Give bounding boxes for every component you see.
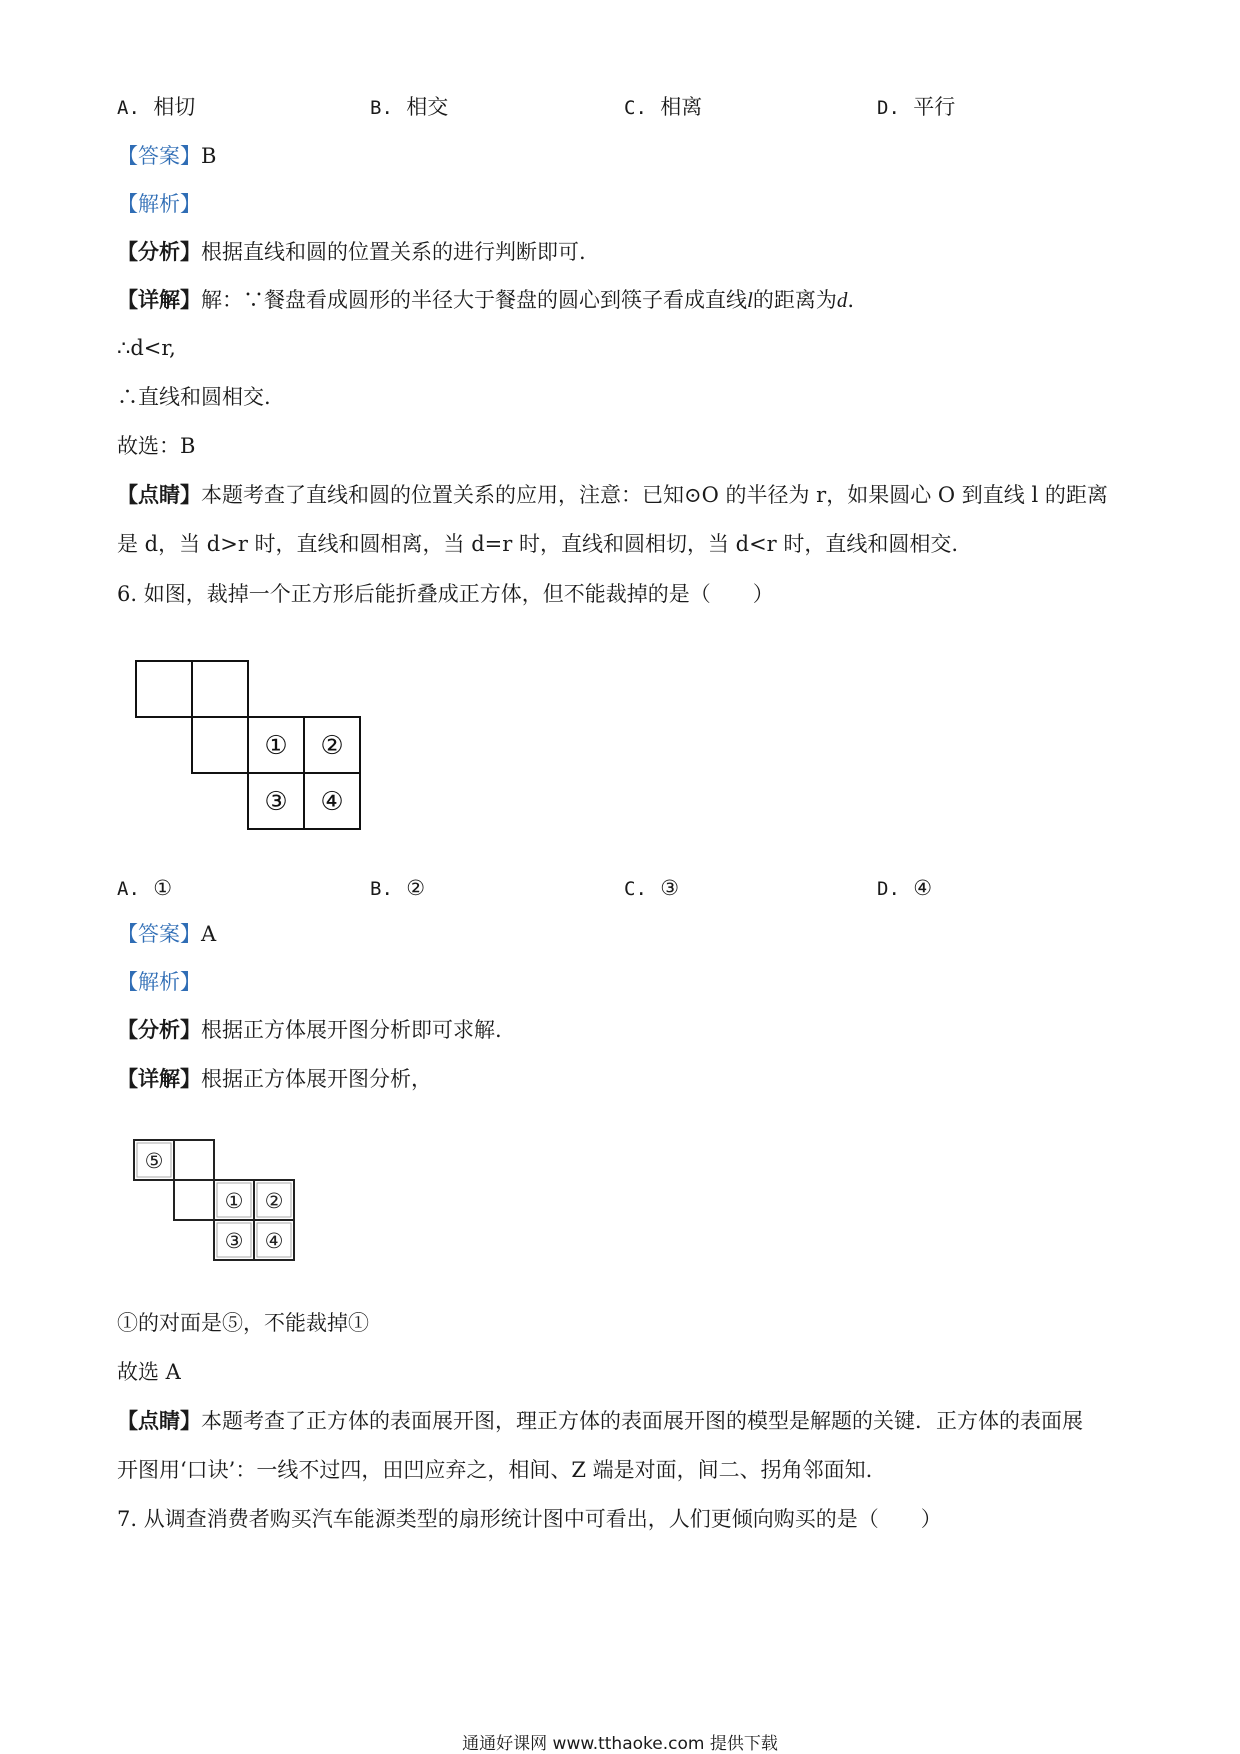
q6-cube-net-figure [135, 660, 365, 830]
figure2-label-4: ④ [264, 1229, 284, 1253]
q6-xiangjie: 【详解】根据正方体展开图分析， [117, 1066, 432, 1091]
figure2-label-1: ① [224, 1189, 244, 1213]
q5-step1: ∴d<r, [117, 336, 176, 360]
q6-analysis-tag: 【解析】 [117, 970, 201, 994]
q5-analysis-tag: 【解析】 [117, 192, 201, 216]
q6-fenxi: 【分析】根据正方体展开图分析即可求解. [117, 1017, 502, 1042]
page-footer: 通通好课网 www.tthaoke.com 提供下载 [462, 1734, 778, 1754]
q5-xiangjie: 【详解】解：∵餐盘看成圆形的半径大于餐盘的圆心到筷子看成直线l的距离为d. [117, 287, 855, 312]
q6-option-d: D. ④ [877, 876, 933, 900]
q5-option-c: C. 相离 [624, 95, 703, 119]
figure2-label-5: ⑤ [144, 1149, 164, 1173]
q6-dianjing-line1: 【点睛】本题考查了正方体的表面展开图，理正方体的表面展开图的模型是解题的关键．正方体的表面展 [117, 1408, 1083, 1433]
q6-option-c: C. ③ [624, 876, 680, 900]
q5-choose: 故选：B [117, 434, 196, 458]
answer-tag: 【答案】 [117, 922, 201, 946]
q7-stem: 7. 从调查消费者购买汽车能源类型的扇形统计图中可看出，人们更倾向购买的是（ ） [117, 1507, 942, 1531]
q6-stem: 6. 如图，裁掉一个正方形后能折叠成正方体，但不能裁掉的是（ ） [117, 582, 774, 606]
figure-label-1: ① [264, 731, 288, 761]
answer-tag: 【答案】 [117, 144, 201, 168]
q5-answer: 【答案】B [117, 144, 217, 168]
q6-solution-net-figure [132, 1138, 298, 1268]
q5-step2: ∴直线和圆相交. [117, 385, 271, 409]
q6-dianjing-line2: 开图用‘口诀’：一线不过四，田凹应弃之，相间、Z 端是对面，间二、拐角邻面知. [117, 1458, 873, 1482]
figure-label-4: ④ [320, 787, 344, 817]
q5-fenxi: 【分析】根据直线和圆的位置关系的进行判断即可. [117, 239, 586, 264]
figure2-label-2: ② [264, 1189, 284, 1213]
q5-option-b: B. 相交 [370, 95, 449, 119]
q5-option-d: D. 平行 [877, 95, 956, 119]
figure-label-2: ② [320, 731, 344, 761]
q5-dianjing-line2: 是 d，当 d>r 时，直线和圆相离，当 d=r 时，直线和圆相切，当 d<r 时，直线和圆相交. [117, 532, 959, 556]
q6-answer: 【答案】A [117, 922, 217, 946]
figure-label-3: ③ [264, 787, 288, 817]
q5-dianjing-line1: 【点睛】本题考查了直线和圆的位置关系的应用，注意：已知⊙O 的半径为 r，如果圆心 O 到直线 l 的距离 [117, 482, 1108, 507]
q6-option-b: B. ② [370, 876, 426, 900]
q6-result: ①的对面是⑤，不能裁掉① [117, 1311, 369, 1335]
q6-choose: 故选 A [117, 1360, 181, 1384]
q5-option-a: A. 相切 [117, 95, 196, 119]
figure2-label-3: ③ [224, 1229, 244, 1253]
q6-option-a: A. ① [117, 876, 173, 900]
